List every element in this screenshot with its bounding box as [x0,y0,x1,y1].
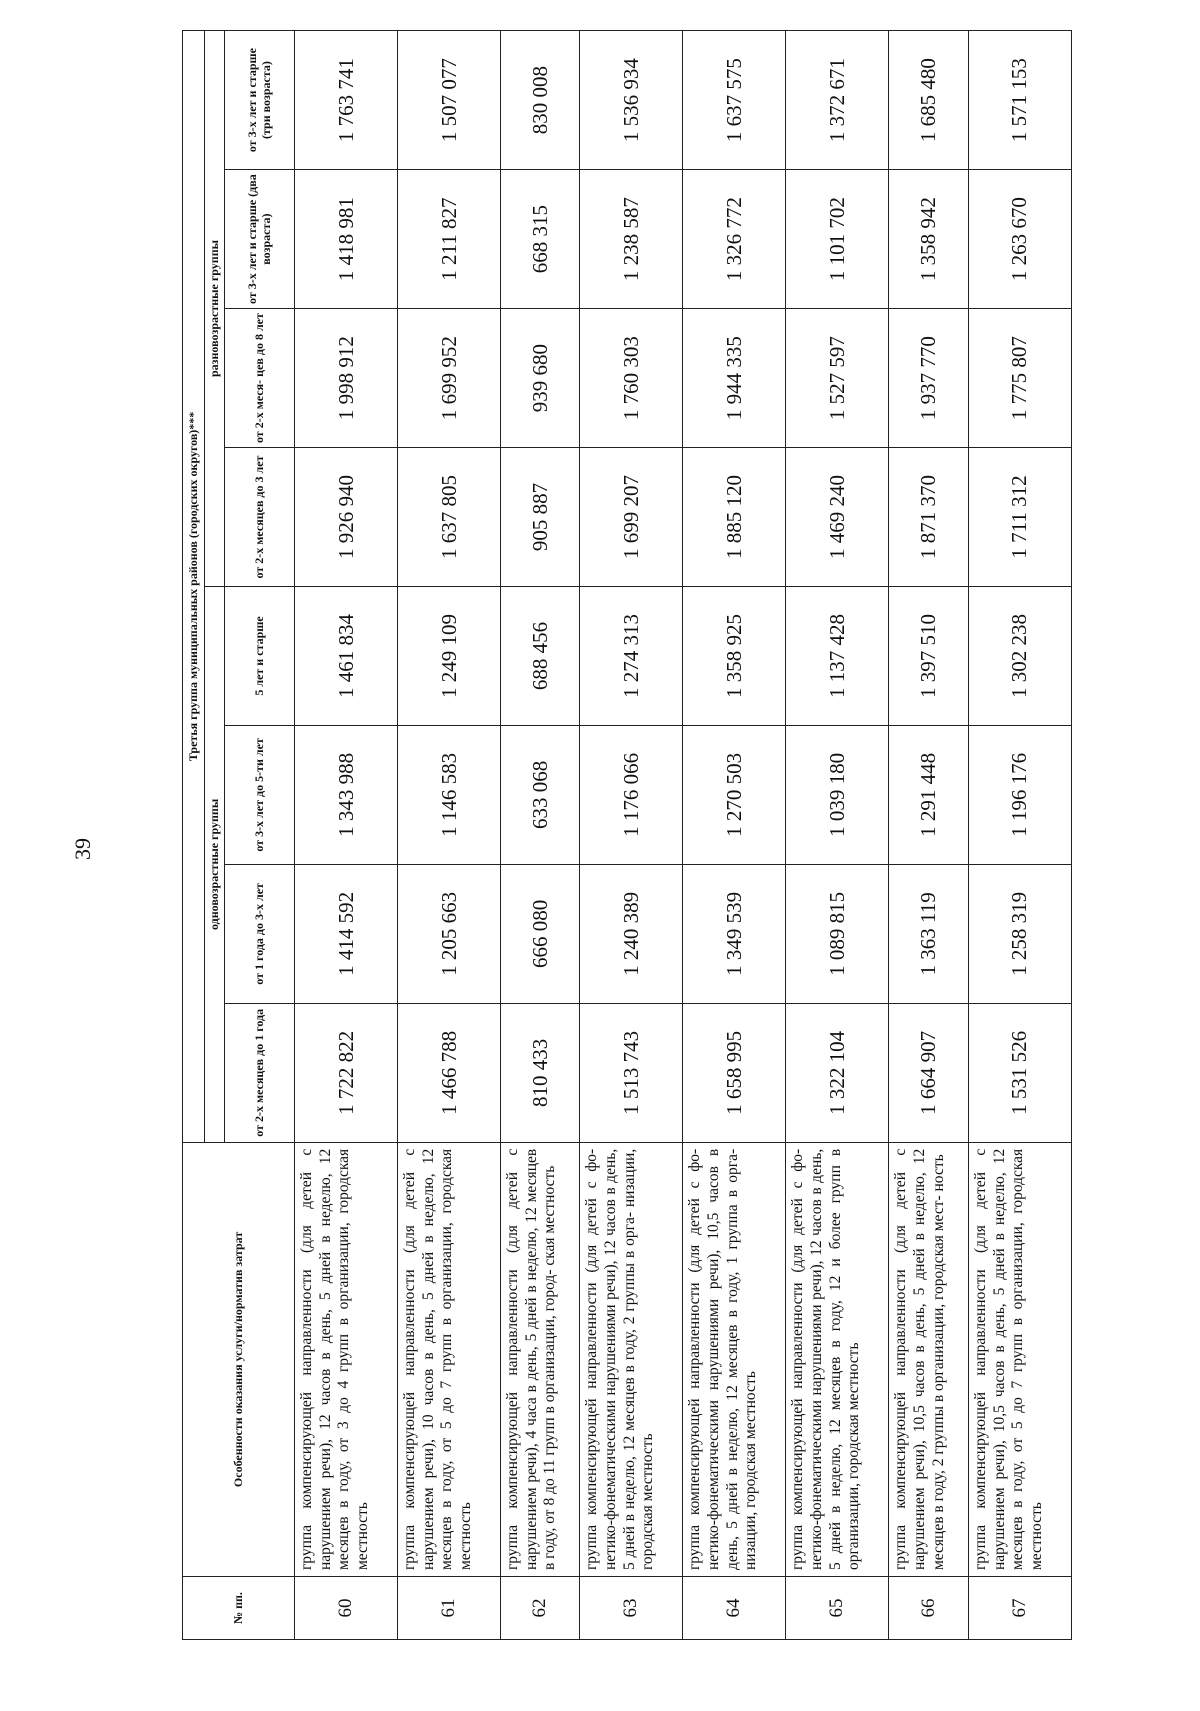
cost-value-cell: 1 326 772 [683,170,786,309]
row-description: группа компенсирующей направленности (для детей с фо- нетико-фонематическими нарушениями речи), 12 часов в день, 5 дней в неделю, 12 месяцев в году, 2 группы в орга- низации, городская местность [580,1142,683,1576]
header-description: Особенности оказания услуги/норматив затрат [183,1142,295,1576]
cost-value-cell: 1 998 912 [295,309,398,448]
row-number: 62 [501,1577,580,1640]
cost-value-cell: 1 507 077 [398,31,501,170]
cost-value-cell: 1 274 313 [580,586,683,725]
row-number: 66 [889,1577,968,1640]
cost-value-cell: 1 146 583 [398,725,501,864]
cost-value-cell: 1 711 312 [968,448,1071,587]
table-row [501,31,580,1640]
cost-value-cell: 1 137 428 [786,586,889,725]
cost-value-cell: 1 763 741 [295,31,398,170]
cost-value-cell: 1 101 702 [786,170,889,309]
cost-value-cell: 1 466 788 [398,1003,501,1142]
cost-value-cell: 1 527 597 [786,309,889,448]
table-row [889,31,968,1640]
cost-value-cell: 633 068 [501,725,580,864]
header-same-age-groups: одновозрастные группы [205,586,225,1142]
row-number: 63 [580,1577,683,1640]
cost-value-cell: 1 760 303 [580,309,683,448]
cost-value-cell: 1 302 238 [968,586,1071,725]
cost-value-cell: 810 433 [501,1003,580,1142]
row-description: группа компенсирующей направленности (для детей с нарушением речи), 10,5 часов в день, 5 дней в неделю, 12 месяцев в году, 2 группы в организации, городская мест- ность [889,1142,968,1576]
header-sub-col: от 2-х месяцев до 1 года [225,1003,295,1142]
cost-value-cell: 688 456 [501,586,580,725]
cost-value-cell: 1 536 934 [580,31,683,170]
cost-standards-table [182,30,1072,1640]
row-description: группа компенсирующей направленности (для детей с нарушением речи), 10 часов в день, 5 дней в неделю, 12 месяцев в году, от 5 до 7 групп в организации, городская местность [398,1142,501,1576]
cost-value-cell: 1 513 743 [580,1003,683,1142]
document-sheet [182,30,1072,1640]
cost-value-cell: 1 258 319 [968,864,1071,1003]
header-mixed-age-groups: разновозрастные группы [205,31,225,587]
cost-value-cell: 1 637 805 [398,448,501,587]
cost-value-cell: 666 080 [501,864,580,1003]
row-description: группа компенсирующей направленности (для детей с фо- нетико-фонематическими нарушениями речи), 10,5 часов в день, 5 дней в неделю, 12 месяцев в году, 1 группа в орга- низации, городская местность [683,1142,786,1576]
cost-value-cell: 1 944 335 [683,309,786,448]
cost-value-cell: 1 291 448 [889,725,968,864]
table-row [398,31,501,1640]
cost-value-cell: 1 571 153 [968,31,1071,170]
row-number: 64 [683,1577,786,1640]
cost-value-cell: 1 871 370 [889,448,968,587]
row-number: 60 [295,1577,398,1640]
cost-value-cell: 1 343 988 [295,725,398,864]
row-number: 67 [968,1577,1071,1640]
cost-value-cell: 1 699 952 [398,309,501,448]
cost-value-cell: 1 664 907 [889,1003,968,1142]
cost-value-cell: 1 461 834 [295,586,398,725]
cost-value-cell: 1 205 663 [398,864,501,1003]
row-description: группа компенсирующей направленности (для детей с нарушением речи), 12 часов в день, 5 дней в неделю, 12 месяцев в году, от 3 до 4 групп в организации, городская местность [295,1142,398,1576]
cost-value-cell: 1 775 807 [968,309,1071,448]
cost-value-cell: 939 680 [501,309,580,448]
cost-value-cell: 1 240 389 [580,864,683,1003]
cost-value-cell: 1 263 670 [968,170,1071,309]
table-row [968,31,1071,1640]
cost-value-cell: 1 349 539 [683,864,786,1003]
cost-value-cell: 1 176 066 [580,725,683,864]
header-sub-col: от 3-х лет и старше (три возраста) [225,31,295,170]
row-description: группа компенсирующей направленности (для детей с нарушением речи), 4 часа в день, 5 дней в неделю, 12 месяцев в году, от 8 до 11 групп в организации, город- ская местность [501,1142,580,1576]
cost-value-cell: 905 887 [501,448,580,587]
cost-value-cell: 1 685 480 [889,31,968,170]
cost-value-cell: 1 089 815 [786,864,889,1003]
cost-value-cell: 1 418 981 [295,170,398,309]
cost-value-cell: 1 358 925 [683,586,786,725]
row-description: группа компенсирующей направленности (для детей с нарушением речи), 10,5 часов в день, 5 дней в неделю, 12 месяцев в году, от 5 до 7 групп в организации, городская местность [968,1142,1071,1576]
cost-value-cell: 1 414 592 [295,864,398,1003]
cost-value-cell: 1 722 822 [295,1003,398,1142]
row-number: 65 [786,1577,889,1640]
cost-value-cell: 1 658 995 [683,1003,786,1142]
cost-value-cell: 1 358 942 [889,170,968,309]
page-number: 39 [70,838,95,860]
cost-value-cell: 1 469 240 [786,448,889,587]
cost-value-cell: 1 249 109 [398,586,501,725]
header-third-group: Третья группа муниципальных районов (городских округов)*** [183,31,205,1143]
cost-value-cell: 1 322 104 [786,1003,889,1142]
cost-value-cell: 1 270 503 [683,725,786,864]
cost-value-cell: 1 196 176 [968,725,1071,864]
cost-value-cell: 1 211 827 [398,170,501,309]
cost-value-cell: 1 699 207 [580,448,683,587]
header-sub-col: от 3-х лет до 5-ти лет [225,725,295,864]
table-row [683,31,786,1640]
cost-value-cell: 1 926 940 [295,448,398,587]
table-row [786,31,889,1640]
table-row [580,31,683,1640]
row-number: 61 [398,1577,501,1640]
header-sub-col: от 2-х меся- цев до 8 лет [225,309,295,448]
cost-value-cell: 830 008 [501,31,580,170]
row-description: группа компенсирующей направленности (для детей с фо- нетико-фонематическими нарушениями речи), 12 часов в день, 5 дней в неделю, 12 месяцев в году, 12 и более групп в организации, городская местность [786,1142,889,1576]
cost-value-cell: 1 531 526 [968,1003,1071,1142]
header-sub-col: 5 лет и старше [225,586,295,725]
header-sub-col: от 1 года до 3-х лет [225,864,295,1003]
cost-value-cell: 668 315 [501,170,580,309]
cost-value-cell: 1 637 575 [683,31,786,170]
table-row [295,31,398,1640]
header-sub-col: от 2-х месяцев до 3 лет [225,448,295,587]
cost-value-cell: 1 372 671 [786,31,889,170]
cost-value-cell: 1 238 587 [580,170,683,309]
header-no: № пп. [183,1577,295,1640]
cost-value-cell: 1 885 120 [683,448,786,587]
cost-value-cell: 1 937 770 [889,309,968,448]
cost-value-cell: 1 397 510 [889,586,968,725]
cost-value-cell: 1 363 119 [889,864,968,1003]
rotated-table-wrapper [182,30,1072,1640]
cost-value-cell: 1 039 180 [786,725,889,864]
header-sub-col: от 3-х лет и старше (два возраста) [225,170,295,309]
